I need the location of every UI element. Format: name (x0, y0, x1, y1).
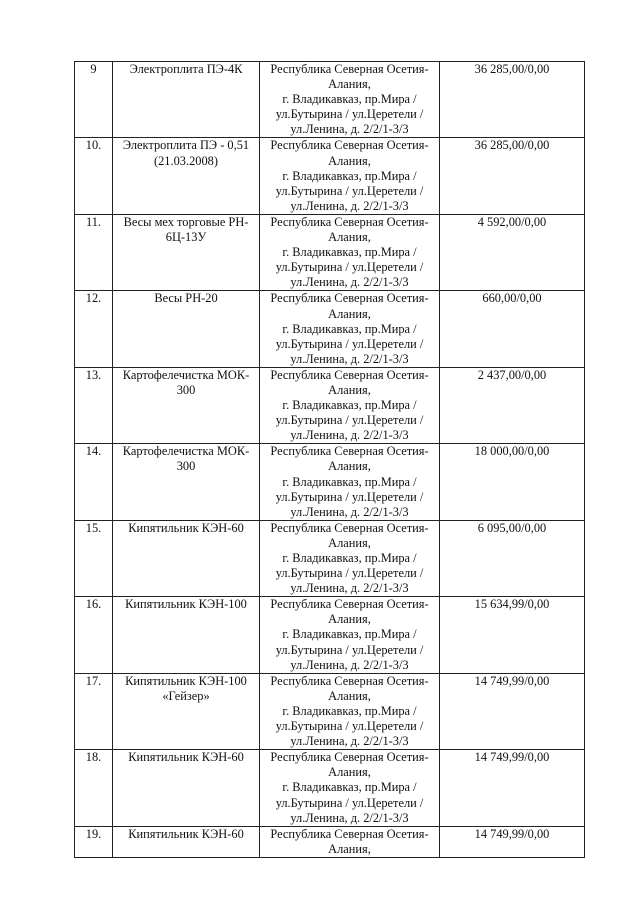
table-row (75, 62, 585, 138)
value-cell: 14 749,99/0,00 (440, 826, 585, 857)
address-line: Республика Северная Осетия- (270, 138, 429, 153)
address-line: ул.Ленина, д. 2/2/1-3/3 (290, 198, 409, 213)
address-cell (260, 138, 440, 214)
address-line: ул.Ленина, д. 2/2/1-3/3 (290, 581, 409, 596)
item-name-cell (113, 291, 260, 367)
address-line: Алания, (328, 612, 371, 627)
address-line: Алания, (328, 77, 371, 92)
address-line: ул.Ленина, д. 2/2/1-3/3 (290, 428, 409, 443)
address-line: ул.Ленина, д. 2/2/1-3/3 (290, 810, 409, 825)
address-cell (260, 214, 440, 290)
address-line: Алания, (328, 841, 371, 856)
address-line: г. Владикавказ, пр.Мира / (282, 551, 417, 565)
address-line: г. Владикавказ, пр.Мира / (282, 780, 417, 795)
address-line: ул.Ленина, д. 2/2/1-3/3 (290, 734, 409, 749)
address-line: ул.Бутырина / ул.Церетели / (275, 795, 424, 810)
address-line: ул.Ленина, д. 2/2/1-3/3 (290, 122, 409, 137)
item-name-cell (113, 138, 260, 214)
row-number: 18. (75, 750, 113, 826)
value-cell: 36 285,00/0,00 (440, 138, 585, 214)
address-line: ул.Бутырина / ул.Церетели / (275, 413, 424, 428)
item-name-cell (113, 444, 260, 520)
address-line: ул.Бутырина / ул.Церетели / (275, 336, 424, 351)
address-line: ул.Бутырина / ул.Церетели / (275, 260, 424, 275)
address-cell (260, 750, 440, 826)
address-cell (260, 444, 440, 520)
item-name-cell (113, 597, 260, 673)
value-cell: 4 592,00/0,00 (440, 214, 585, 290)
address-line: Республика Северная Осетия- (270, 62, 429, 76)
item-name-line: Кипятильник КЭН-60 (128, 520, 244, 535)
value-cell: 18 000,00/0,00 (440, 444, 585, 520)
table-row (75, 826, 585, 857)
table-row (75, 597, 585, 673)
item-name-line: (21.03.2008) (153, 153, 218, 168)
table-row (75, 520, 585, 596)
address-line: ул.Бутырина / ул.Церетели / (275, 183, 424, 198)
item-name-line: 6Ц-13У (165, 230, 207, 245)
address-line: Республика Северная Осетия- (270, 444, 429, 459)
item-name-line: Электроплита ПЭ - 0,51 (122, 138, 250, 153)
address-line: Республика Северная Осетия- (270, 291, 429, 306)
value-cell: 15 634,99/0,00 (440, 597, 585, 673)
address-cell (260, 367, 440, 443)
table-row (75, 444, 585, 520)
address-line: Алания, (328, 688, 371, 703)
address-cell (260, 673, 440, 749)
value-cell: 14 749,99/0,00 (440, 673, 585, 749)
address-line: ул.Ленина, д. 2/2/1-3/3 (290, 275, 409, 290)
item-name-line: 300 (176, 459, 196, 474)
address-line: Алания, (328, 765, 371, 780)
address-line: ул.Бутырина / ул.Церетели / (275, 107, 424, 122)
row-number: 17. (75, 673, 113, 749)
address-line: Алания, (328, 306, 371, 321)
address-line: Алания, (328, 535, 371, 550)
table-row (75, 750, 585, 826)
item-name-line: Кипятильник КЭН-60 (128, 750, 244, 765)
address-line: г. Владикавказ, пр.Мира / (282, 245, 417, 260)
address-line: Республика Северная Осетия- (270, 673, 429, 688)
address-line: ул.Бутырина / ул.Церетели / (275, 719, 424, 734)
row-number: 9 (75, 62, 113, 138)
address-line: Республика Северная Осетия- (270, 826, 429, 841)
item-name-cell (113, 673, 260, 749)
address-line: г. Владикавказ, пр.Мира / (282, 398, 417, 413)
value-cell: 6 095,00/0,00 (440, 520, 585, 596)
item-name-line: Картофелечистка МОК- (122, 444, 250, 459)
item-name-cell (113, 750, 260, 826)
address-line: ул.Ленина, д. 2/2/1-3/3 (290, 351, 409, 366)
row-number: 14. (75, 444, 113, 520)
address-line: ул.Ленина, д. 2/2/1-3/3 (290, 657, 409, 672)
row-number: 11. (75, 214, 113, 290)
address-cell (260, 826, 440, 857)
row-number: 12. (75, 291, 113, 367)
address-line: ул.Бутырина / ул.Церетели / (275, 566, 424, 581)
item-name-line: 300 (176, 382, 196, 397)
address-line: Алания, (328, 153, 371, 168)
table-row (75, 291, 585, 367)
address-line: Республика Северная Осетия- (270, 520, 429, 535)
item-name-cell (113, 214, 260, 290)
address-line: ул.Бутырина / ул.Церетели / (275, 489, 424, 504)
address-line: Алания, (328, 459, 371, 474)
item-name-line: «Гейзер» (162, 688, 210, 703)
address-line: г. Владикавказ, пр.Мира / (282, 627, 417, 642)
address-line: г. Владикавказ, пр.Мира / (282, 474, 417, 489)
table-row (75, 214, 585, 290)
item-name-cell (113, 826, 260, 857)
item-name-line: Весы РН-20 (154, 291, 218, 306)
address-line: г. Владикавказ, пр.Мира / (282, 321, 417, 336)
row-number: 10. (75, 138, 113, 214)
item-name-line: Кипятильник КЭН-100 (125, 597, 247, 612)
address-line: Республика Северная Осетия- (270, 750, 429, 765)
table-row (75, 367, 585, 443)
address-line: Республика Северная Осетия- (270, 367, 429, 382)
address-cell (260, 597, 440, 673)
address-line: ул.Ленина, д. 2/2/1-3/3 (290, 504, 409, 519)
item-name-line: Картофелечистка МОК- (122, 367, 250, 382)
value-cell: 2 437,00/0,00 (440, 367, 585, 443)
item-name-line: Кипятильник КЭН-60 (128, 826, 244, 841)
address-cell (260, 62, 440, 138)
item-name-cell (113, 367, 260, 443)
row-number: 19. (75, 826, 113, 857)
inventory-table-body (75, 62, 585, 858)
item-name-cell (113, 62, 260, 138)
value-cell: 660,00/0,00 (440, 291, 585, 367)
address-cell (260, 520, 440, 596)
address-line: Алания, (328, 230, 371, 245)
table-row (75, 673, 585, 749)
item-name-line: Кипятильник КЭН-100 (125, 673, 247, 688)
row-number: 13. (75, 367, 113, 443)
row-number: 16. (75, 597, 113, 673)
inventory-table (74, 61, 585, 858)
address-line: Алания, (328, 382, 371, 397)
address-line: г. Владикавказ, пр.Мира / (282, 168, 417, 183)
row-number: 15. (75, 520, 113, 596)
address-line: г. Владикавказ, пр.Мира / (282, 703, 417, 718)
item-name-line: Электроплита ПЭ-4К (129, 62, 243, 76)
address-cell (260, 291, 440, 367)
value-cell: 14 749,99/0,00 (440, 750, 585, 826)
item-name-line: Весы мех торговые РН- (123, 214, 249, 229)
address-line: Республика Северная Осетия- (270, 214, 429, 229)
value-cell: 36 285,00/0,00 (440, 62, 585, 138)
address-line: Республика Северная Осетия- (270, 597, 429, 612)
address-line: г. Владикавказ, пр.Мира / (282, 92, 417, 107)
address-line: ул.Бутырина / ул.Церетели / (275, 642, 424, 657)
table-row (75, 138, 585, 214)
item-name-cell (113, 520, 260, 596)
